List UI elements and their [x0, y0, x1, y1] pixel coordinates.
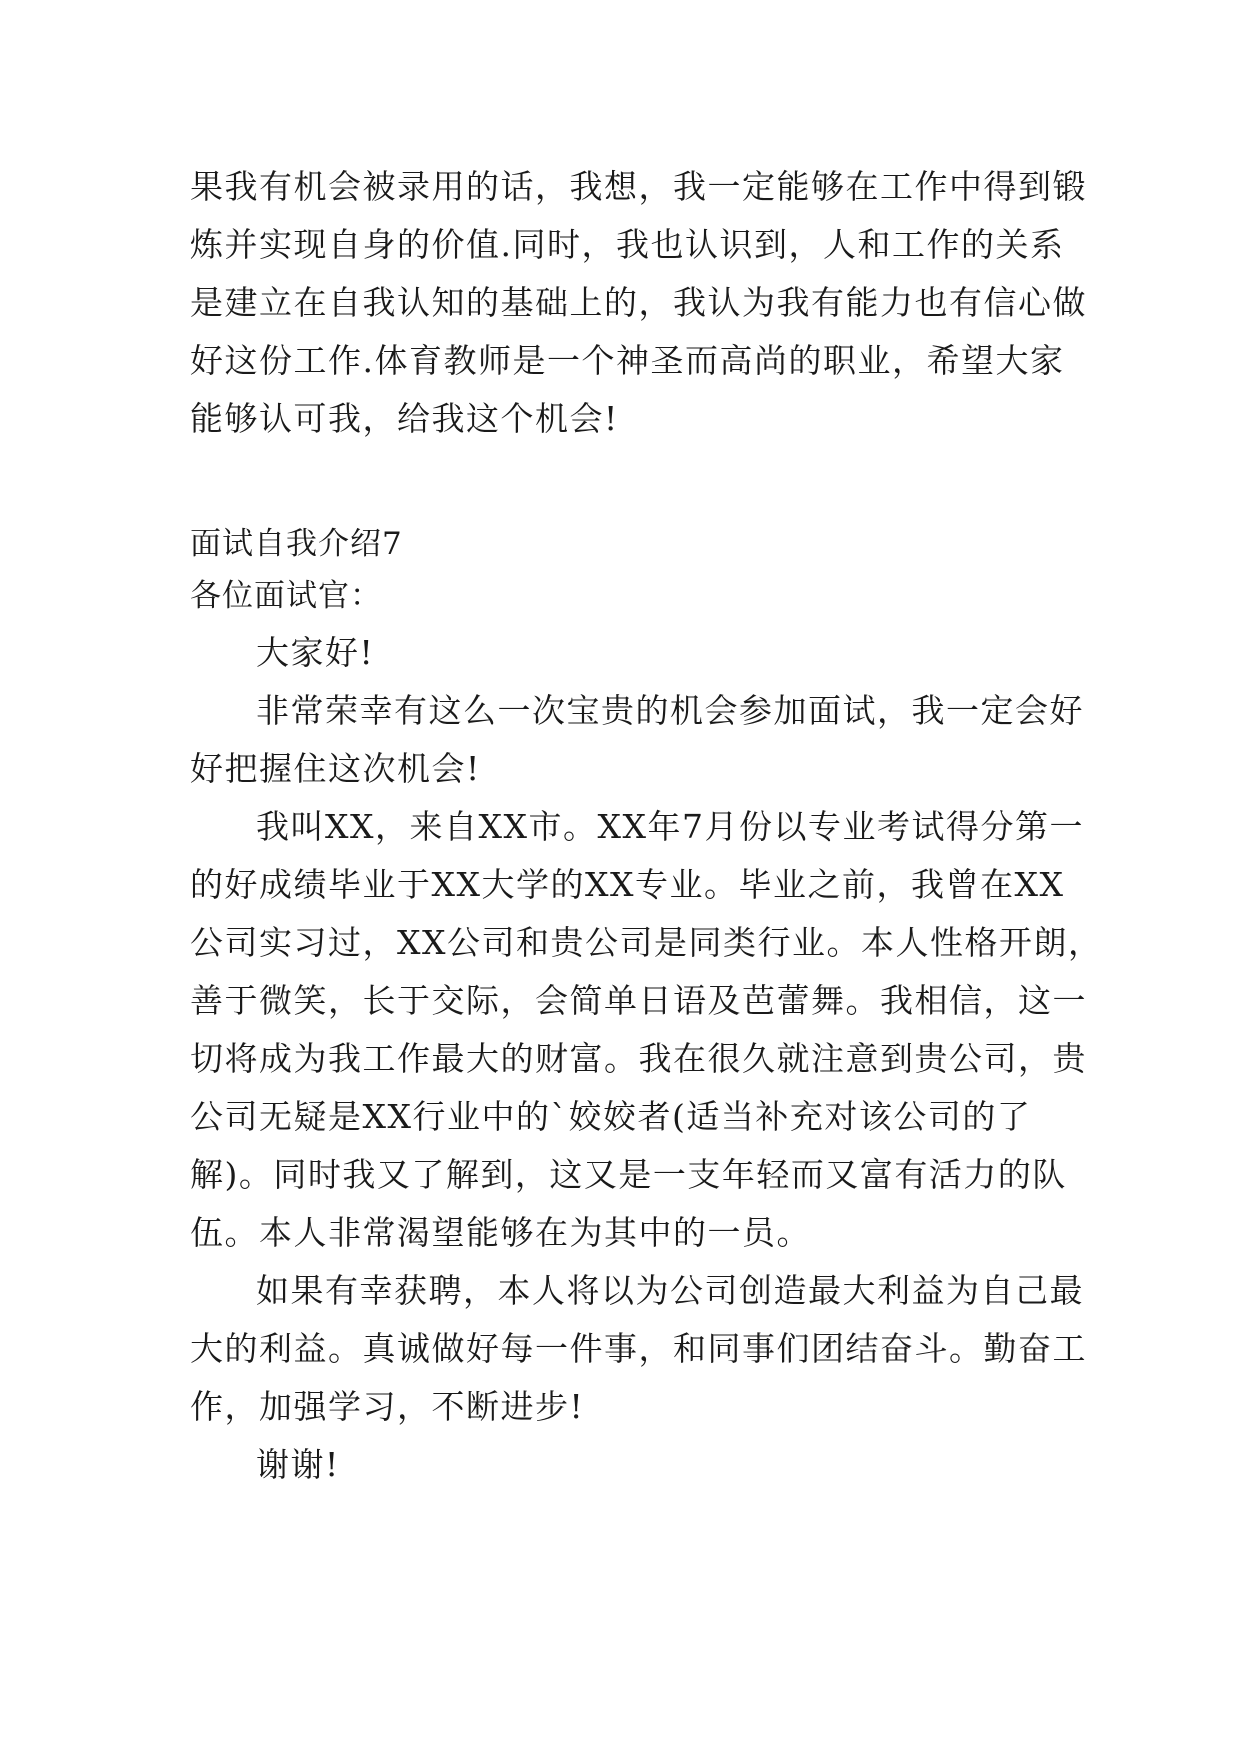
text-line: 作，加强学习，不断进步! — [190, 1387, 585, 1426]
paragraph-3 — [190, 1262, 1087, 1436]
text-line: 解)。同时我又了解到，这又是一支年轻而又富有活力的队 — [190, 1155, 1067, 1194]
text-line: 非常荣幸有这么一次宝贵的机会参加面试，我一定会好 — [256, 691, 1084, 730]
text-line: 如果有幸获聘，本人将以为公司创造最大利益为自己最 — [256, 1271, 1084, 1310]
section-title: 面试自我介绍7 — [190, 526, 403, 562]
text-line: 的好成绩毕业于XX大学的XX专业。毕业之前，我曾在XX — [190, 865, 1065, 904]
text-line: 公司实习过，XX公司和贵公司是同类行业。本人性格开朗， — [190, 923, 1103, 962]
section-body — [190, 624, 1103, 1494]
greeting: 大家好! — [256, 633, 375, 672]
text-line: 善于微笑，长于交际，会简单日语及芭蕾舞。我相信，这一 — [190, 981, 1087, 1020]
text-line: 好这份工作.体育教师是一个神圣而高尚的职业，希望大家 — [190, 341, 1065, 380]
paragraph-2 — [190, 798, 1103, 1262]
closing: 谢谢! — [256, 1445, 340, 1484]
text-line: 能够认可我，给我这个机会! — [190, 399, 619, 438]
text-line: 公司无疑是XX行业中的`姣姣者(适当补充对该公司的了 — [190, 1097, 1032, 1136]
text-line: 切将成为我工作最大的财富。我在很久就注意到贵公司，贵 — [190, 1039, 1087, 1078]
text-line: 果我有机会被录用的话，我想，我一定能够在工作中得到锻 — [190, 167, 1087, 206]
paragraph-1 — [190, 682, 1084, 798]
text-line: 炼并实现自身的价值.同时，我也认识到，人和工作的关系 — [190, 225, 1065, 264]
salutation: 各位面试官： — [190, 578, 382, 614]
text-line: 伍。本人非常渴望能够在为其中的一员。 — [190, 1213, 811, 1252]
section-heading — [190, 518, 1060, 622]
text-line: 好把握住这次机会! — [190, 749, 481, 788]
intro-paragraph — [190, 158, 1087, 448]
text-line: 大的利益。真诚做好每一件事，和同事们团结奋斗。勤奋工 — [190, 1329, 1087, 1368]
text-line: 是建立在自我认知的基础上的，我认为我有能力也有信心做 — [190, 283, 1087, 322]
text-line: 我叫XX，来自XX市。XX年7月份以专业考试得分第一 — [256, 807, 1084, 846]
